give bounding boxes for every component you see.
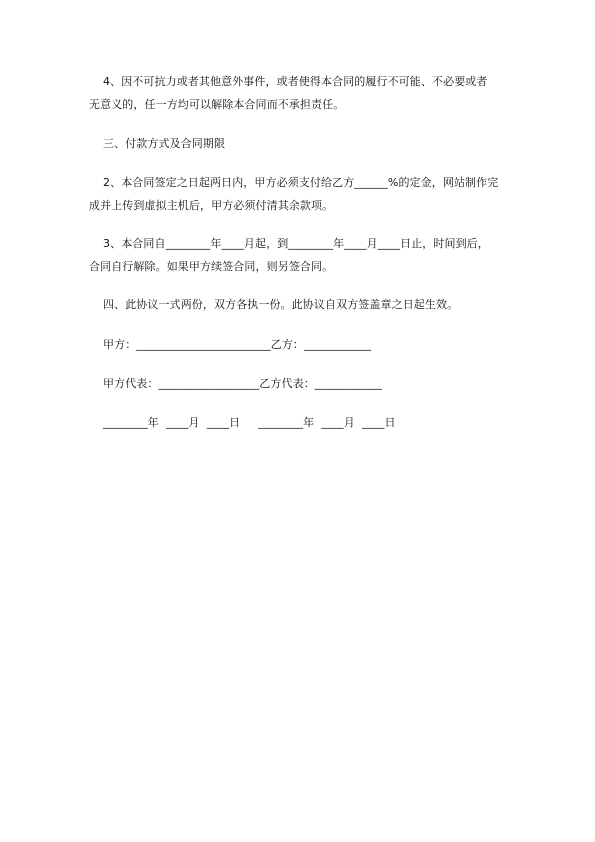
signature-date-line: ________年 ____月 ____日 ________年 ____月 ____日 (103, 416, 396, 429)
clause-4-line-1: 4、因不可抗力或者其他意外事件，或者使得本合同的履行不可能、不必要或者 (103, 75, 488, 88)
clause-4-line-2: 无意义的，任一方均可以解除本合同而不承担责任。 (89, 98, 345, 111)
payment-clause-line-1: 2、本合同签定之日起两日内，甲方必须支付给乙方______%的定金，网站制作完 (103, 176, 499, 189)
representative-signature-line: 甲方代表：__________________乙方代表：____________ (103, 377, 382, 390)
term-clause-line-2: 合同自行解除。如果甲方续签合同，则另签合同。 (89, 260, 334, 273)
section-4-text: 四、此协议一式两份，双方各执一份。此协议自双方签盖章之日起生效。 (103, 298, 459, 311)
section-3-heading: 三、付款方式及合同期限 (103, 137, 226, 150)
term-clause-line-1: 3、本合同自________年____月起，到________年____月____日止，时间到后， (103, 237, 489, 250)
party-signature-line: 甲方：________________________乙方：____________ (103, 338, 372, 351)
payment-clause-line-2: 成并上传到虚拟主机后，甲方必须付清其余款项。 (89, 199, 334, 212)
